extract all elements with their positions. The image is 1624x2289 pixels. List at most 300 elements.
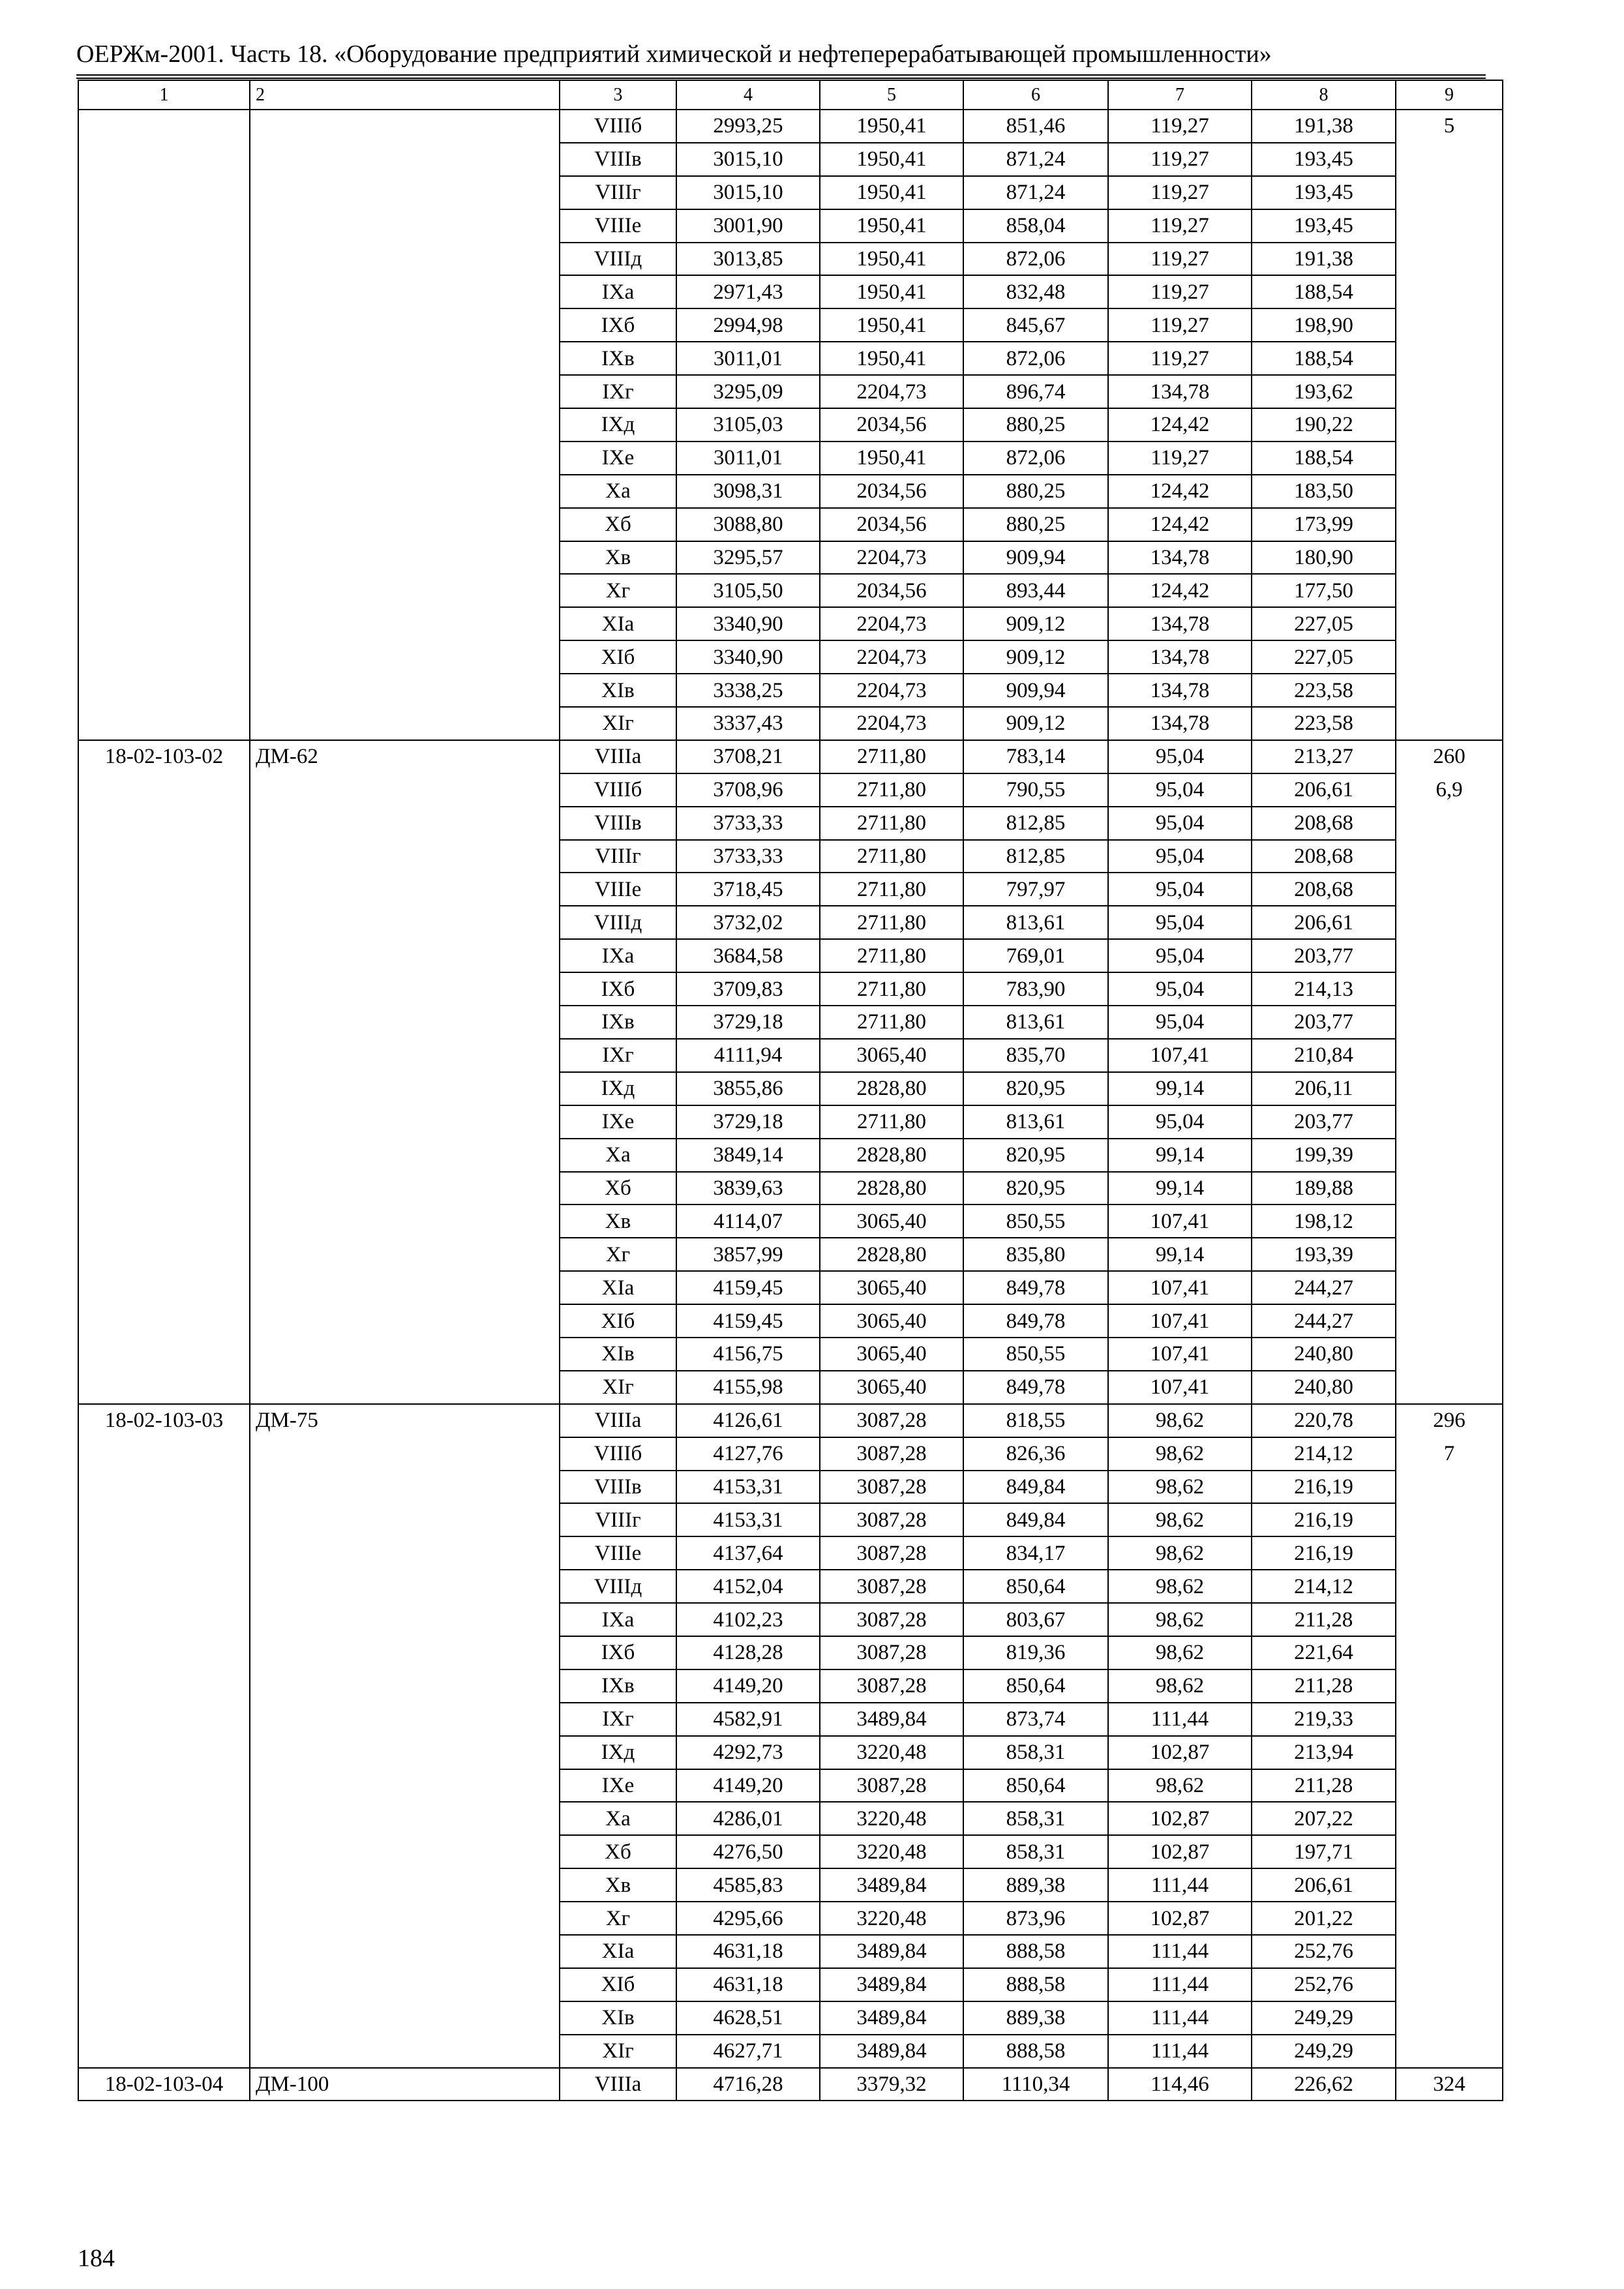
position-name	[250, 408, 560, 441]
table-row	[78, 375, 1503, 408]
labor-cell	[1396, 1105, 1503, 1139]
position-name	[250, 1204, 560, 1238]
machinist-wages-cell: 124,42	[1108, 508, 1252, 541]
position-name	[250, 541, 560, 575]
labor-cell	[1396, 1703, 1503, 1736]
machinist-wages-cell: 134,78	[1108, 674, 1252, 707]
position-name	[250, 1669, 560, 1703]
machinist-wages-cell: 134,78	[1108, 607, 1252, 640]
table-row	[78, 1636, 1503, 1669]
category-cell: IXв	[560, 342, 676, 375]
labor-cell	[1396, 1736, 1503, 1769]
machinist-wages-cell: 134,78	[1108, 541, 1252, 575]
category-cell: XIб	[560, 1968, 676, 2001]
machinist-wages-cell: 95,04	[1108, 740, 1252, 773]
position-code	[78, 2035, 250, 2068]
machinist-wages-cell: 95,04	[1108, 773, 1252, 807]
labor-cell: 324	[1396, 2068, 1503, 2101]
position-name	[250, 1968, 560, 2001]
position-code	[78, 1603, 250, 1636]
position-code	[78, 275, 250, 308]
position-code	[78, 1968, 250, 2001]
wages-cell: 3087,28	[820, 1603, 963, 1636]
machines-cell: 812,85	[963, 807, 1108, 840]
materials-cell: 191,38	[1252, 243, 1396, 276]
wages-cell: 2711,80	[820, 807, 963, 840]
position-code	[78, 1072, 250, 1105]
machinist-wages-cell: 99,14	[1108, 1238, 1252, 1271]
wages-cell: 1950,41	[820, 209, 963, 243]
column-number: 6	[963, 80, 1108, 110]
table-row	[78, 1304, 1503, 1338]
total-cost-cell: 3340,90	[676, 640, 820, 674]
materials-cell: 203,77	[1252, 939, 1396, 972]
table-row	[78, 1902, 1503, 1935]
position-code	[78, 1172, 250, 1205]
wages-cell: 1950,41	[820, 342, 963, 375]
category-cell: IXе	[560, 1105, 676, 1139]
table-row	[78, 1471, 1503, 1504]
labor-cell	[1396, 1968, 1503, 2001]
position-name	[250, 176, 560, 209]
total-cost-cell: 4159,45	[676, 1271, 820, 1304]
total-cost-cell: 4149,20	[676, 1769, 820, 1803]
machines-cell: 813,61	[963, 1105, 1108, 1139]
position-code	[78, 640, 250, 674]
machines-cell: 851,46	[963, 110, 1108, 143]
materials-cell: 199,39	[1252, 1139, 1396, 1172]
wages-cell: 2204,73	[820, 375, 963, 408]
machines-cell: 783,90	[963, 972, 1108, 1006]
wages-cell: 3087,28	[820, 1769, 963, 1803]
materials-cell: 226,62	[1252, 2068, 1396, 2101]
machinist-wages-cell: 119,27	[1108, 176, 1252, 209]
wages-cell: 2034,56	[820, 408, 963, 441]
table-row	[78, 1603, 1503, 1636]
labor-cell: 7	[1396, 1437, 1503, 1471]
machines-cell: 858,31	[963, 1802, 1108, 1835]
category-cell: VIIIд	[560, 1570, 676, 1603]
wages-cell: 2711,80	[820, 740, 963, 773]
materials-cell: 214,13	[1252, 972, 1396, 1006]
materials-cell: 211,28	[1252, 1769, 1396, 1803]
machines-cell: 880,25	[963, 475, 1108, 508]
machines-cell: 820,95	[963, 1139, 1108, 1172]
machines-cell: 896,74	[963, 375, 1108, 408]
labor-cell	[1396, 1835, 1503, 1868]
table-row	[78, 475, 1503, 508]
materials-cell: 216,19	[1252, 1471, 1396, 1504]
total-cost-cell: 3337,43	[676, 707, 820, 740]
labor-cell	[1396, 1072, 1503, 1105]
materials-cell: 213,27	[1252, 740, 1396, 773]
page-number: 184	[78, 2245, 115, 2272]
machinist-wages-cell: 95,04	[1108, 1105, 1252, 1139]
position-code	[78, 873, 250, 906]
machinist-wages-cell: 98,62	[1108, 1603, 1252, 1636]
total-cost-cell: 4582,91	[676, 1703, 820, 1736]
position-name	[250, 143, 560, 176]
column-number: 9	[1396, 80, 1503, 110]
wages-cell: 2204,73	[820, 707, 963, 740]
position-code	[78, 939, 250, 972]
position-name	[250, 1636, 560, 1669]
total-cost-cell: 2993,25	[676, 110, 820, 143]
wages-cell: 2711,80	[820, 906, 963, 939]
labor-cell	[1396, 408, 1503, 441]
wages-cell: 3087,28	[820, 1636, 963, 1669]
wages-cell: 2204,73	[820, 541, 963, 575]
machinist-wages-cell: 95,04	[1108, 906, 1252, 939]
position-name	[250, 1570, 560, 1603]
labor-cell	[1396, 939, 1503, 972]
materials-cell: 180,90	[1252, 541, 1396, 575]
labor-cell	[1396, 674, 1503, 707]
category-cell: IXд	[560, 408, 676, 441]
column-number: 4	[676, 80, 820, 110]
machinist-wages-cell: 95,04	[1108, 939, 1252, 972]
total-cost-cell: 4102,23	[676, 1603, 820, 1636]
category-cell: VIIIв	[560, 807, 676, 840]
category-cell: VIIIе	[560, 209, 676, 243]
machines-cell: 858,31	[963, 1736, 1108, 1769]
category-cell: IXд	[560, 1736, 676, 1769]
total-cost-cell: 4286,01	[676, 1802, 820, 1835]
wages-cell: 2828,80	[820, 1172, 963, 1205]
total-cost-cell: 4295,66	[676, 1902, 820, 1935]
materials-cell: 244,27	[1252, 1271, 1396, 1304]
column-number-row	[78, 80, 1503, 110]
machines-cell: 818,55	[963, 1404, 1108, 1437]
table-row	[78, 1570, 1503, 1603]
machines-cell: 909,12	[963, 640, 1108, 674]
position-code	[78, 541, 250, 575]
materials-cell: 183,50	[1252, 475, 1396, 508]
machinist-wages-cell: 107,41	[1108, 1039, 1252, 1072]
category-cell: IXб	[560, 972, 676, 1006]
category-cell: XIг	[560, 1371, 676, 1404]
category-cell: VIIIд	[560, 243, 676, 276]
machinist-wages-cell: 102,87	[1108, 1802, 1252, 1835]
category-cell: Xг	[560, 1902, 676, 1935]
labor-cell	[1396, 1769, 1503, 1803]
machinist-wages-cell: 119,27	[1108, 441, 1252, 475]
total-cost-cell: 4153,31	[676, 1471, 820, 1504]
position-name	[250, 1371, 560, 1404]
table-row	[78, 1868, 1503, 1902]
labor-cell	[1396, 1868, 1503, 1902]
position-name	[250, 1471, 560, 1504]
table-row	[78, 342, 1503, 375]
machinist-wages-cell: 102,87	[1108, 1736, 1252, 1769]
machinist-wages-cell: 98,62	[1108, 1503, 1252, 1536]
labor-cell	[1396, 143, 1503, 176]
materials-cell: 211,28	[1252, 1669, 1396, 1703]
position-name: ДМ-100	[250, 2068, 560, 2101]
materials-cell: 240,80	[1252, 1371, 1396, 1404]
table-row	[78, 707, 1503, 740]
total-cost-cell: 3855,86	[676, 1072, 820, 1105]
wages-cell: 3087,28	[820, 1404, 963, 1437]
table-row	[78, 2001, 1503, 2035]
machines-cell: 858,31	[963, 1835, 1108, 1868]
wages-cell: 2711,80	[820, 1105, 963, 1139]
wages-cell: 3065,40	[820, 1371, 963, 1404]
machines-cell: 909,94	[963, 541, 1108, 575]
position-code	[78, 441, 250, 475]
machinist-wages-cell: 134,78	[1108, 640, 1252, 674]
category-cell: XIг	[560, 707, 676, 740]
materials-cell: 198,12	[1252, 1204, 1396, 1238]
position-code	[78, 1139, 250, 1172]
labor-cell	[1396, 176, 1503, 209]
table-row	[78, 972, 1503, 1006]
labor-cell	[1396, 1204, 1503, 1238]
machinist-wages-cell: 119,27	[1108, 308, 1252, 342]
machinist-wages-cell: 107,41	[1108, 1371, 1252, 1404]
labor-cell	[1396, 1039, 1503, 1072]
total-cost-cell: 3729,18	[676, 1105, 820, 1139]
machines-cell: 909,12	[963, 607, 1108, 640]
table-row	[78, 1139, 1503, 1172]
table-row	[78, 1238, 1503, 1271]
materials-cell: 252,76	[1252, 1968, 1396, 2001]
position-code	[78, 408, 250, 441]
wages-cell: 3220,48	[820, 1902, 963, 1935]
materials-cell: 193,45	[1252, 209, 1396, 243]
materials-cell: 221,64	[1252, 1636, 1396, 1669]
machines-cell: 835,80	[963, 1238, 1108, 1271]
category-cell: VIIIд	[560, 906, 676, 939]
materials-cell: 188,54	[1252, 275, 1396, 308]
category-cell: VIIIб	[560, 773, 676, 807]
category-cell: VIIIе	[560, 873, 676, 906]
machines-cell: 832,48	[963, 275, 1108, 308]
machinist-wages-cell: 98,62	[1108, 1404, 1252, 1437]
machinist-wages-cell: 98,62	[1108, 1636, 1252, 1669]
materials-cell: 227,05	[1252, 640, 1396, 674]
category-cell: XIв	[560, 2001, 676, 2035]
labor-cell	[1396, 1139, 1503, 1172]
total-cost-cell: 3857,99	[676, 1238, 820, 1271]
position-name	[250, 574, 560, 607]
machinist-wages-cell: 111,44	[1108, 1703, 1252, 1736]
machinist-wages-cell: 111,44	[1108, 2035, 1252, 2068]
position-code	[78, 308, 250, 342]
position-code	[78, 243, 250, 276]
position-name	[250, 441, 560, 475]
table-row	[78, 143, 1503, 176]
labor-cell	[1396, 1603, 1503, 1636]
position-code	[78, 1238, 250, 1271]
wages-cell: 3379,32	[820, 2068, 963, 2101]
wages-cell: 2711,80	[820, 840, 963, 873]
category-cell: XIг	[560, 2035, 676, 2068]
position-name	[250, 110, 560, 143]
total-cost-cell: 2971,43	[676, 275, 820, 308]
wages-cell: 2034,56	[820, 508, 963, 541]
position-code	[78, 906, 250, 939]
total-cost-cell: 3709,83	[676, 972, 820, 1006]
category-cell: IXг	[560, 1703, 676, 1736]
category-cell: Xв	[560, 1204, 676, 1238]
labor-cell	[1396, 873, 1503, 906]
labor-cell	[1396, 209, 1503, 243]
labor-cell	[1396, 1238, 1503, 1271]
materials-cell: 214,12	[1252, 1570, 1396, 1603]
category-cell: VIIIе	[560, 1536, 676, 1570]
total-cost-cell: 3684,58	[676, 939, 820, 972]
total-cost-cell: 3849,14	[676, 1139, 820, 1172]
wages-cell: 1950,41	[820, 441, 963, 475]
materials-cell: 191,38	[1252, 110, 1396, 143]
machinist-wages-cell: 107,41	[1108, 1271, 1252, 1304]
category-cell: IXг	[560, 375, 676, 408]
wages-cell: 1950,41	[820, 110, 963, 143]
machines-cell: 872,06	[963, 441, 1108, 475]
machines-cell: 888,58	[963, 1968, 1108, 2001]
category-cell: Xв	[560, 1868, 676, 1902]
position-name	[250, 906, 560, 939]
category-cell: IXб	[560, 308, 676, 342]
position-code	[78, 475, 250, 508]
position-name	[250, 342, 560, 375]
machines-cell: 769,01	[963, 939, 1108, 972]
machinist-wages-cell: 134,78	[1108, 375, 1252, 408]
wages-cell: 2711,80	[820, 873, 963, 906]
position-name	[250, 873, 560, 906]
position-name	[250, 1703, 560, 1736]
labor-cell	[1396, 640, 1503, 674]
materials-cell: 208,68	[1252, 807, 1396, 840]
category-cell: IXа	[560, 275, 676, 308]
total-cost-cell: 3733,33	[676, 807, 820, 840]
machines-cell: 850,55	[963, 1204, 1108, 1238]
category-cell: Xа	[560, 1802, 676, 1835]
materials-cell: 216,19	[1252, 1536, 1396, 1570]
labor-cell	[1396, 840, 1503, 873]
position-code	[78, 607, 250, 640]
machines-cell: 858,04	[963, 209, 1108, 243]
position-code: 18-02-103-03	[78, 1404, 250, 1437]
category-cell: Xг	[560, 1238, 676, 1271]
total-cost-cell: 3011,01	[676, 441, 820, 475]
labor-cell	[1396, 2001, 1503, 2035]
materials-cell: 197,71	[1252, 1835, 1396, 1868]
machinist-wages-cell: 95,04	[1108, 840, 1252, 873]
machinist-wages-cell: 98,62	[1108, 1471, 1252, 1504]
wages-cell: 3087,28	[820, 1503, 963, 1536]
labor-cell	[1396, 1636, 1503, 1669]
materials-cell: 203,77	[1252, 1105, 1396, 1139]
machines-cell: 845,67	[963, 308, 1108, 342]
table-row	[78, 1536, 1503, 1570]
total-cost-cell: 4137,64	[676, 1536, 820, 1570]
labor-cell	[1396, 1669, 1503, 1703]
materials-cell: 207,22	[1252, 1802, 1396, 1835]
wages-cell: 3087,28	[820, 1437, 963, 1471]
position-name	[250, 475, 560, 508]
machinist-wages-cell: 111,44	[1108, 1935, 1252, 1968]
table-row	[78, 1802, 1503, 1835]
machines-cell: 889,38	[963, 2001, 1108, 2035]
wages-cell: 3065,40	[820, 1204, 963, 1238]
table-row	[78, 1371, 1503, 1404]
position-name	[250, 1503, 560, 1536]
machines-cell: 812,85	[963, 840, 1108, 873]
machinist-wages-cell: 107,41	[1108, 1338, 1252, 1371]
labor-cell	[1396, 1536, 1503, 1570]
total-cost-cell: 3015,10	[676, 143, 820, 176]
table-row	[78, 1703, 1503, 1736]
materials-cell: 208,68	[1252, 840, 1396, 873]
wages-cell: 3065,40	[820, 1271, 963, 1304]
category-cell: IXа	[560, 939, 676, 972]
table-row	[78, 508, 1503, 541]
materials-cell: 244,27	[1252, 1304, 1396, 1338]
materials-cell: 240,80	[1252, 1338, 1396, 1371]
position-code	[78, 1669, 250, 1703]
machinist-wages-cell: 98,62	[1108, 1669, 1252, 1703]
materials-cell: 220,78	[1252, 1404, 1396, 1437]
materials-cell: 211,28	[1252, 1603, 1396, 1636]
machinist-wages-cell: 119,27	[1108, 143, 1252, 176]
wages-cell: 3065,40	[820, 1039, 963, 1072]
total-cost-cell: 4155,98	[676, 1371, 820, 1404]
wages-cell: 3087,28	[820, 1669, 963, 1703]
position-code: 18-02-103-04	[78, 2068, 250, 2101]
total-cost-cell: 4153,31	[676, 1503, 820, 1536]
materials-cell: 252,76	[1252, 1935, 1396, 1968]
table-row	[78, 275, 1503, 308]
position-name	[250, 1006, 560, 1039]
position-name	[250, 939, 560, 972]
total-cost-cell: 3011,01	[676, 342, 820, 375]
category-cell: XIа	[560, 1271, 676, 1304]
machines-cell: 889,38	[963, 1868, 1108, 1902]
table-row	[78, 1437, 1503, 1471]
materials-cell: 193,45	[1252, 176, 1396, 209]
wages-cell: 3220,48	[820, 1802, 963, 1835]
position-code	[78, 773, 250, 807]
total-cost-cell: 4631,18	[676, 1968, 820, 2001]
machinist-wages-cell: 119,27	[1108, 209, 1252, 243]
machines-cell: 850,64	[963, 1570, 1108, 1603]
total-cost-cell: 2994,98	[676, 308, 820, 342]
position-name	[250, 1835, 560, 1868]
machinist-wages-cell: 95,04	[1108, 1006, 1252, 1039]
machinist-wages-cell: 99,14	[1108, 1139, 1252, 1172]
labor-cell	[1396, 508, 1503, 541]
column-number: 3	[560, 80, 676, 110]
table-row	[78, 1105, 1503, 1139]
machines-cell: 850,55	[963, 1338, 1108, 1371]
wages-cell: 3489,84	[820, 1703, 963, 1736]
table-row	[78, 607, 1503, 640]
labor-cell	[1396, 807, 1503, 840]
materials-cell: 206,61	[1252, 773, 1396, 807]
labor-cell	[1396, 1935, 1503, 1968]
position-name	[250, 972, 560, 1006]
position-code	[78, 1105, 250, 1139]
materials-cell: 173,99	[1252, 508, 1396, 541]
total-cost-cell: 4149,20	[676, 1669, 820, 1703]
position-name	[250, 1304, 560, 1338]
materials-cell: 188,54	[1252, 342, 1396, 375]
table-row	[78, 176, 1503, 209]
total-cost-cell: 4159,45	[676, 1304, 820, 1338]
machines-cell: 820,95	[963, 1072, 1108, 1105]
